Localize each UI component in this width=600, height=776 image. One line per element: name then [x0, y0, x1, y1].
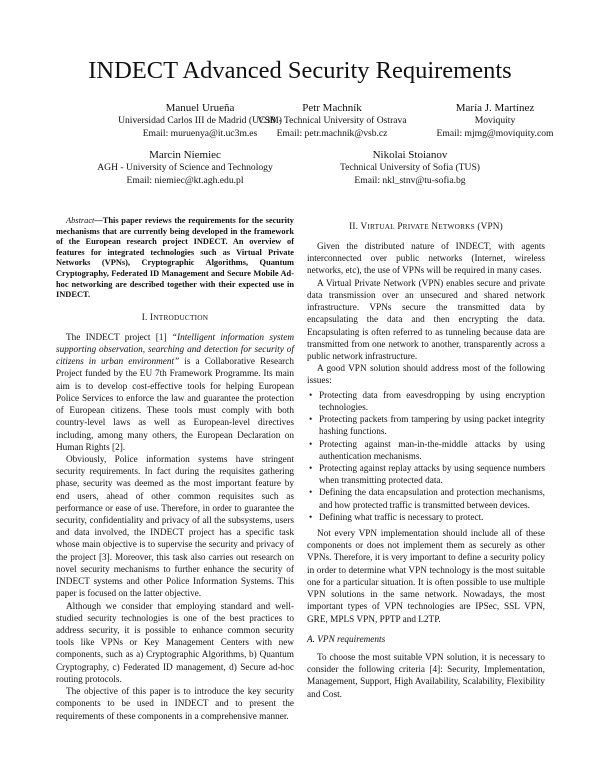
- abstract-label: Abstract: [66, 216, 95, 225]
- author-block: [400, 101, 590, 140]
- author-name: Nikolai Stoianov: [372, 149, 448, 161]
- left-column: [56, 216, 294, 723]
- intro-paragraph: The objective of this paper is to introduce the key security components to be used in INDECT and to present the requirements of these components in a comprehensive manner.: [56, 687, 294, 722]
- project-title-quote: “Intelligent information system supporting observation, searching and detection for security of citizens in urban environment”: [56, 332, 294, 368]
- vpn-paragraph: Given the distributed nature of INDECT, with agents interconnected over public networks (Internet, wireless networks, etc), the use of VPNs will be required in many cases.: [307, 242, 545, 277]
- author-email: Email: muruenya@it.uc3m.es: [142, 127, 258, 139]
- intro-paragraph: The INDECT project [1] “Intelligent information system supporting observation, searching and detection for security of citizens in urban environment” is a Collaborative Research Project funded by the EU 7th Framework Programme. Its main aim is to develop cost-effective tools for helping European Police Services to enforce the law and guarantee the protection of European citizens. These tools must comply with both country-level laws as well as European-level directives including, among many others, the European Declaration on Human Rights [2].: [56, 332, 294, 453]
- vpn-issues-list: [307, 390, 545, 524]
- vpn-paragraph: A Virtual Private Network (VPN) enables secure and private data transmission over an unsecured and shared network infrastructure. VPNs secure the transmitted data by encapsulating the data and then encrypting the data. Encapsulating is often referred to as tunneling because data are transmitted from one network to another, transparently across a public network infrastructure.: [307, 278, 545, 362]
- author-block: [80, 148, 290, 187]
- author-block: [300, 148, 520, 187]
- vpn-paragraph: To choose the most suitable VPN solution, it is necessary to consider the following criteria [4]: Security, Implementation, Management, Support, High Availability, Scalability, Flexibility and Cost.: [307, 653, 545, 700]
- author-affiliation: AGH - University of Science and Technology: [97, 162, 273, 173]
- abstract: [56, 216, 294, 301]
- list-item: • Protecting data from eavesdropping by using encryption technologies.: [319, 390, 545, 414]
- author-affiliation: Technical University of Sofia (TUS): [340, 162, 480, 173]
- author-email: Email: mjmg@moviquity.com: [436, 127, 554, 139]
- list-item: • Defining what traffic is necessary to protect.: [319, 512, 545, 524]
- section-heading-vpn: II. VIRTUAL PRIVATE NETWORKS (VPN): [349, 221, 503, 231]
- author-email: Email: nkl_stnv@tu-sofia.bg: [354, 174, 466, 186]
- author-name: Petr Machník: [302, 102, 362, 114]
- author-name: María J. Martínez: [455, 102, 535, 114]
- author-email: Email: petr.machnik@vsb.cz: [276, 127, 388, 139]
- author-affiliation: Universidad Carlos III de Madrid (UC3M): [118, 115, 282, 126]
- list-item: • Protecting packets from tampering by using packet integrity hashing functions.: [319, 414, 545, 438]
- intro-paragraph: Although we consider that employing standard and well-studied security technologies is one of the best practices to address security, it is possible to enhance common security tools like VPNs or Key Management Centers with new components, such as a) Cryptographic Algorithms, b) Quantum Cryptography, c) Federated ID management, d) Secure ad-hoc routing protocols.: [56, 601, 294, 685]
- list-item: • Protecting against man-in-the-middle attacks by using authentication mechanisms.: [319, 439, 545, 463]
- vpn-paragraph: Not every VPN implementation should include all of these components or does not implement them as securely as other VPNs. Therefore, it is very important to define a security policy in order to determine what VPN technology is the most suitable one for a particular situation. It is often possible to use multiple VPN solutions in the same network. Nowadays, the most important types of VPN technologies are IPSec, SSL VPN, GRE, MPLS VPN, PPTP and L2TP.: [307, 529, 545, 625]
- list-item: • Protecting against replay attacks by using sequence numbers when transmitting protected data.: [319, 463, 545, 487]
- paper-title: INDECT Advanced Security Requirements: [88, 57, 512, 84]
- intro-paragraph: Obviously, Police information systems have stringent security requirements. In fact during the requisites gathering phase, security was deemed as the most important feature by end users, ahead of other common requisites such as performance or ease of use. Therefore, in order to guarantee the security, confidentiality and privacy of all the subsystems, users and data involved, the INDECT project has a specific task whose main objective is to supervise the security and privacy of the project [3]. Moreover, this task also carries out research on novel security mechanisms to further enhance the security of INDECT systems and other Police Information Systems. This paper is focused on the latter objective.: [56, 454, 294, 600]
- author-email: Email: niemiec@kt.agh.edu.pl: [126, 174, 244, 186]
- section-heading-introduction: I. INTRODUCTION: [141, 311, 209, 322]
- author-affiliation: Moviquity: [474, 115, 516, 126]
- right-column: [307, 216, 545, 701]
- vpn-paragraph: A good VPN solution should address most of the following issues:: [307, 364, 545, 387]
- author-name: Marcin Niemiec: [149, 149, 221, 161]
- author-affiliation: VSB - Technical University of Ostrava: [257, 115, 407, 126]
- author-name: Manuel Urueña: [165, 102, 235, 114]
- list-item: • Defining the data encapsulation and protection mechanisms, and how protected traffic is transmitted between devices.: [319, 487, 545, 511]
- subsection-heading-vpn-requirements: A. VPN requirements: [307, 634, 386, 645]
- abstract-text: —This paper reviews the requirements for the security mechanisms that are currently being developed in the framework of the European research project INDECT. An overview of features for integrated technologies such as Virtual Private Networks (VPNs), Cryptographic Algorithms, Quantum Cryptography, Federated ID Management and Secure Mobile Ad-hoc networking are described together with their expected use in INDECT.: [56, 216, 294, 300]
